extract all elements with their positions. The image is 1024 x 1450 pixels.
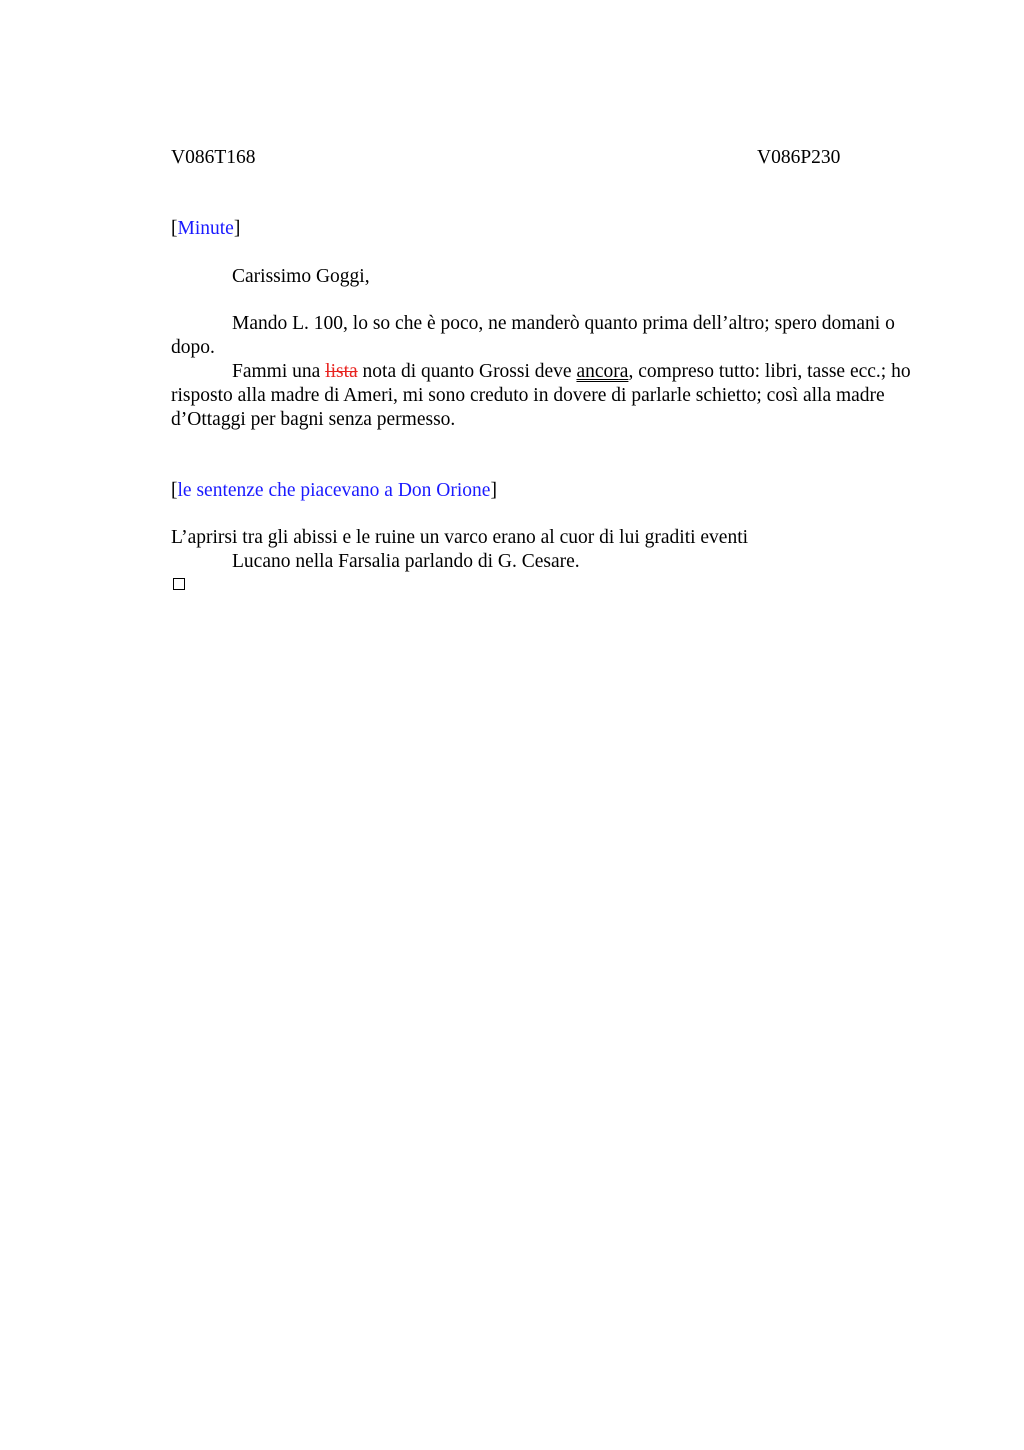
close-bracket: ]	[490, 480, 497, 501]
section-heading-sentenze	[171, 479, 931, 503]
document-code-left: V086T168	[171, 147, 256, 168]
letter-paragraph-2	[171, 360, 931, 432]
end-marker-box	[173, 578, 185, 590]
letter-greeting: Carissimo Goggi,	[232, 266, 370, 287]
underlined-word: ancora	[576, 361, 629, 382]
page-code-right: V086P230	[757, 147, 841, 168]
quote-attribution: Lucano nella Farsalia parlando di G. Cesare.	[232, 551, 580, 572]
open-bracket: [	[171, 480, 178, 501]
section-heading-minute	[171, 217, 931, 241]
section-title: Minute	[177, 218, 234, 239]
close-bracket: ]	[233, 218, 241, 239]
letter-paragraph-1: Mando L. 100, lo so che è poco, ne manderò quanto prima dell’altro; spero domani o dopo.	[171, 313, 895, 358]
paragraph-text: nota di quanto Grossi deve	[357, 361, 577, 382]
deleted-word: lista	[325, 361, 358, 382]
quote-text: L’aprirsi tra gli abissi e le ruine un varco erano al cuor di lui graditi eventi	[171, 527, 749, 548]
section-title: le sentenze che piacevano a Don Orione	[177, 480, 491, 501]
paragraph-text: , compreso tutto: libri, tasse ecc.; ho risposto alla madre di Ameri, mi sono creduto in dovere di parlarle schietto; così alla madre d’Ottaggi per bagni senza permesso.	[171, 361, 911, 430]
paragraph-text: Fammi una	[232, 361, 326, 382]
open-bracket: [	[171, 218, 178, 239]
